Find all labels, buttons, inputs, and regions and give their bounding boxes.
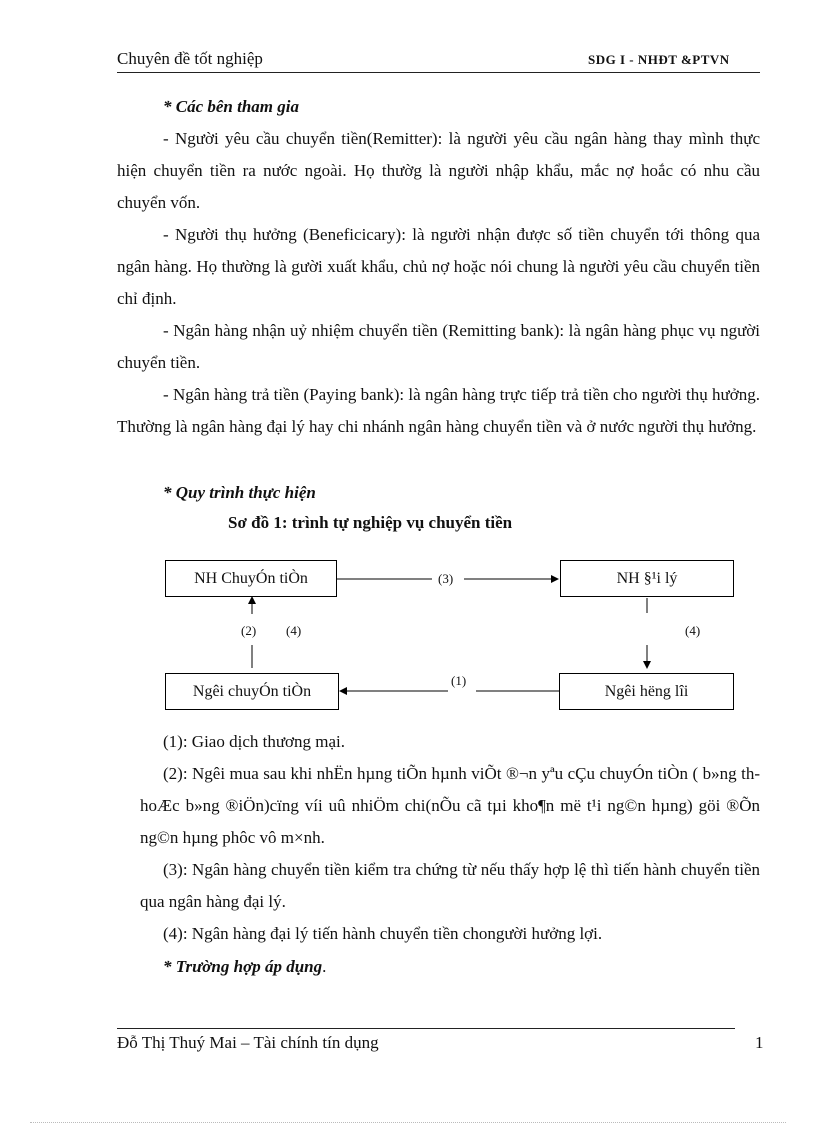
label-step-3: (3) (438, 571, 454, 586)
step-4: (4): Ngân hàng đại lý tiến hành chuyển tiền chongười hưởng lợi. (163, 924, 603, 943)
label-step-1: (1) (451, 673, 467, 688)
label-step-4-left: (4) (286, 623, 302, 638)
header-title: Chuyên đề tốt nghiệp (117, 49, 263, 68)
header-subtitle: SDG I - NHĐT &PTVN (588, 52, 730, 67)
step-2: (2): Ngêi mua sau khi nhËn hµng tiÕn hµnh viÕt ®¬n yªu cÇu chuyÓn tiÒn ( b»ng th hoÆc b»ng ®iÖn)cïng víi uû nhiÖm chi(nÕu cã tµi kho¶n më t¹i ng©n hµng) göi ®Õn ng©n hµng phôc vô m×nh. (140, 764, 760, 847)
para-remitting-bank: - Ngân hàng nhận uỷ nhiệm chuyển tiền (Remitting bank): là ngân hàng phục vụ người chuyển tiền. (117, 321, 760, 372)
page-number: 1 (755, 1033, 764, 1052)
label-step-4-right: (4) (685, 623, 701, 638)
box-remitting-bank: NH ChuyÓn tiÒn (165, 560, 337, 597)
diagram-caption: Sơ đồ 1: trình tự nghiệp vụ chuyển tiền (228, 513, 513, 532)
para-remitter: - Người yêu cầu chuyển tiền(Remitter): là người yêu cầu ngân hàng thay mình thực hiện chuyển tiền ra nước ngoài. Họ thườg là người nhập khẩu, mắc nợ hoắc có nhu cầu chuyển vốn. (117, 129, 760, 212)
heading-cases-line: * Trường hợp áp dụng. (163, 957, 327, 976)
heading-cases: * Trường hợp áp dụng (163, 957, 323, 976)
box-remitter: Ngêi chuyÓn tiÒn (165, 673, 339, 710)
para-beneficiary: - Người thụ hưởng (Beneficicary): là người nhận được số tiền chuyển tới thông qua ngân hàng. Họ thường là gười xuất khẩu, chủ nợ hoặc nói chung là người yêu cầu chuyển tiền chỉ định. (117, 225, 760, 308)
para-paying-bank: - Ngân hàng trả tiền (Paying bank): là ngân hàng trực tiếp trả tiền cho người thụ hưởng. Thường là ngân hàng đại lý hay chi nhánh ngân hàng chuyển tiền và ở nước người thụ hưởng. (117, 385, 760, 436)
heading-parties: * Các bên tham gia (163, 97, 300, 116)
box-agent-bank: NH §¹i lý (560, 560, 734, 597)
step-1: (1): Giao dịch thương mại. (163, 732, 346, 751)
label-step-2: (2) (241, 623, 257, 638)
step-3: (3): Ngân hàng chuyển tiền kiểm tra chứng từ nếu thấy hợp lệ thì tiến hành chuyển tiền qua ngân hàng đại lý. (140, 860, 760, 911)
footer-divider (117, 1028, 735, 1029)
box-beneficiary: Ngêi hëng lîi (559, 673, 734, 710)
heading-process: * Quy trình thực hiện (163, 483, 316, 502)
footer-author: Đỗ Thị Thuý Mai – Tài chính tín dụng (117, 1033, 379, 1052)
